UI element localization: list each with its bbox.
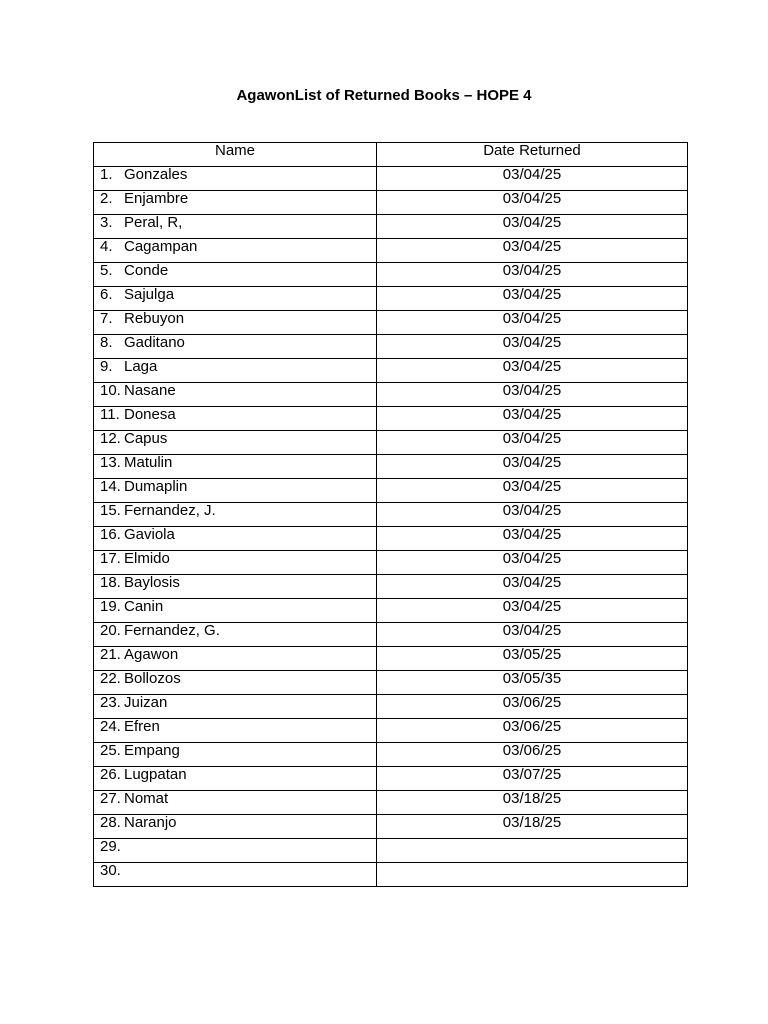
row-number: 15.: [100, 502, 121, 519]
table-row: [94, 167, 688, 191]
table-row: [94, 215, 688, 239]
name-cell: [94, 551, 377, 575]
date-returned-cell: 03/04/25: [377, 335, 688, 359]
borrower-name: Agawon: [124, 646, 179, 663]
date-returned-cell: 03/04/25: [377, 215, 688, 239]
table-row: [94, 815, 688, 839]
row-number: 16.: [100, 526, 121, 543]
name-cell: [94, 839, 377, 863]
date-returned-cell: 03/05/35: [377, 671, 688, 695]
table-row: [94, 383, 688, 407]
borrower-name: Cagampan: [124, 238, 198, 255]
borrower-name: Empang: [124, 742, 180, 759]
name-cell: [94, 167, 377, 191]
date-returned-cell: [377, 863, 688, 887]
borrower-name: Juizan: [124, 694, 168, 711]
date-returned-cell: 03/04/25: [377, 407, 688, 431]
page-title: AgawonList of Returned Books – HOPE 4: [236, 87, 532, 104]
borrower-name: Gonzales: [124, 166, 188, 183]
name-cell: [94, 863, 377, 887]
name-cell: [94, 455, 377, 479]
row-number: 14.: [100, 478, 121, 495]
name-cell: [94, 311, 377, 335]
date-returned-cell: 03/04/25: [377, 191, 688, 215]
name-cell: [94, 527, 377, 551]
name-cell: [94, 263, 377, 287]
table-header-row: [94, 143, 688, 167]
row-number: 18.: [100, 574, 121, 591]
row-number: 24.: [100, 718, 121, 735]
row-number: 30.: [100, 862, 121, 879]
row-number: 3.: [100, 214, 113, 231]
date-returned-cell: 03/04/25: [377, 455, 688, 479]
table-row: [94, 839, 688, 863]
table-row: [94, 551, 688, 575]
borrower-name: Naranjo: [124, 814, 177, 831]
borrower-name: Lugpatan: [124, 766, 187, 783]
table-row: [94, 359, 688, 383]
name-cell: [94, 479, 377, 503]
name-cell: [94, 743, 377, 767]
date-returned-cell: 03/18/25: [377, 791, 688, 815]
borrower-name: Dumaplin: [124, 478, 188, 495]
borrower-name: Fernandez, J.: [124, 502, 216, 519]
table-row: [94, 287, 688, 311]
date-returned-cell: 03/06/25: [377, 719, 688, 743]
borrower-name: Canin: [124, 598, 164, 615]
borrower-name: Peral, R,: [124, 214, 183, 231]
table-row: [94, 311, 688, 335]
row-number: 17.: [100, 550, 121, 567]
table-row: [94, 791, 688, 815]
borrower-name: Gaviola: [124, 526, 175, 543]
row-number: 29.: [100, 838, 121, 855]
table-row: [94, 743, 688, 767]
borrower-name: Nasane: [124, 382, 176, 399]
row-number: 9.: [100, 358, 113, 375]
row-number: 5.: [100, 262, 113, 279]
name-cell: [94, 647, 377, 671]
row-number: 8.: [100, 334, 113, 351]
column-header-name: Name: [94, 143, 377, 167]
date-returned-cell: 03/04/25: [377, 359, 688, 383]
borrower-name: Rebuyon: [124, 310, 185, 327]
borrower-name: Sajulga: [124, 286, 175, 303]
name-cell: [94, 623, 377, 647]
row-number: 13.: [100, 454, 121, 471]
date-returned-cell: 03/04/25: [377, 599, 688, 623]
date-returned-cell: [377, 839, 688, 863]
date-returned-cell: 03/04/25: [377, 383, 688, 407]
borrower-name: Efren: [124, 718, 160, 735]
date-returned-cell: 03/04/25: [377, 575, 688, 599]
date-returned-cell: 03/04/25: [377, 263, 688, 287]
date-returned-cell: 03/04/25: [377, 431, 688, 455]
name-cell: [94, 503, 377, 527]
date-returned-cell: 03/04/25: [377, 287, 688, 311]
date-returned-cell: 03/06/25: [377, 743, 688, 767]
name-cell: [94, 815, 377, 839]
name-cell: [94, 359, 377, 383]
table-row: [94, 527, 688, 551]
table-row: [94, 671, 688, 695]
table-row: [94, 503, 688, 527]
name-cell: [94, 575, 377, 599]
row-number: 23.: [100, 694, 121, 711]
date-returned-cell: 03/04/25: [377, 503, 688, 527]
row-number: 11.: [100, 406, 120, 423]
table-row: [94, 431, 688, 455]
name-cell: [94, 719, 377, 743]
borrower-name: Capus: [124, 430, 168, 447]
date-returned-cell: 03/07/25: [377, 767, 688, 791]
row-number: 1.: [100, 166, 113, 183]
row-number: 26.: [100, 766, 121, 783]
row-number: 12.: [100, 430, 121, 447]
name-cell: [94, 671, 377, 695]
table-row: [94, 407, 688, 431]
date-returned-cell: 03/18/25: [377, 815, 688, 839]
table-row: [94, 263, 688, 287]
table-row: [94, 719, 688, 743]
row-number: 25.: [100, 742, 121, 759]
borrower-name: Matulin: [124, 454, 173, 471]
row-number: 4.: [100, 238, 113, 255]
borrower-name: Conde: [124, 262, 169, 279]
row-number: 20.: [100, 622, 121, 639]
name-cell: [94, 767, 377, 791]
name-cell: [94, 191, 377, 215]
table-row: [94, 599, 688, 623]
date-returned-cell: 03/05/25: [377, 647, 688, 671]
table-row: [94, 623, 688, 647]
row-number: 2.: [100, 190, 113, 207]
row-number: 6.: [100, 286, 113, 303]
returned-books-table: [93, 142, 688, 887]
date-returned-cell: 03/06/25: [377, 695, 688, 719]
column-header-date-returned: Date Returned: [377, 143, 688, 167]
borrower-name: Laga: [124, 358, 158, 375]
name-cell: [94, 791, 377, 815]
row-number: 27.: [100, 790, 121, 807]
borrower-name: Baylosis: [124, 574, 180, 591]
date-returned-cell: 03/04/25: [377, 527, 688, 551]
date-returned-cell: 03/04/25: [377, 623, 688, 647]
row-number: 19.: [100, 598, 121, 615]
borrower-name: Donesa: [124, 406, 176, 423]
row-number: 28.: [100, 814, 121, 831]
table-row: [94, 335, 688, 359]
name-cell: [94, 431, 377, 455]
date-returned-cell: 03/04/25: [377, 479, 688, 503]
borrower-name: Enjambre: [124, 190, 189, 207]
borrower-name: Nomat: [124, 790, 169, 807]
borrower-name: Fernandez, G.: [124, 622, 220, 639]
table-row: [94, 767, 688, 791]
date-returned-cell: 03/04/25: [377, 167, 688, 191]
table-row: [94, 455, 688, 479]
row-number: 10.: [100, 382, 121, 399]
row-number: 7.: [100, 310, 113, 327]
name-cell: [94, 383, 377, 407]
name-cell: [94, 335, 377, 359]
name-cell: [94, 239, 377, 263]
row-number: 22.: [100, 670, 121, 687]
name-cell: [94, 287, 377, 311]
table-row: [94, 479, 688, 503]
name-cell: [94, 599, 377, 623]
date-returned-cell: 03/04/25: [377, 239, 688, 263]
table-row: [94, 647, 688, 671]
borrower-name: Gaditano: [124, 334, 185, 351]
borrower-name: Bollozos: [124, 670, 181, 687]
borrower-name: Elmido: [124, 550, 170, 567]
table-body: [94, 167, 688, 887]
name-cell: [94, 407, 377, 431]
table-row: [94, 191, 688, 215]
table-row: [94, 863, 688, 887]
name-cell: [94, 215, 377, 239]
table-row: [94, 575, 688, 599]
table-row: [94, 239, 688, 263]
date-returned-cell: 03/04/25: [377, 551, 688, 575]
table-row: [94, 695, 688, 719]
row-number: 21.: [100, 646, 121, 663]
date-returned-cell: 03/04/25: [377, 311, 688, 335]
name-cell: [94, 695, 377, 719]
